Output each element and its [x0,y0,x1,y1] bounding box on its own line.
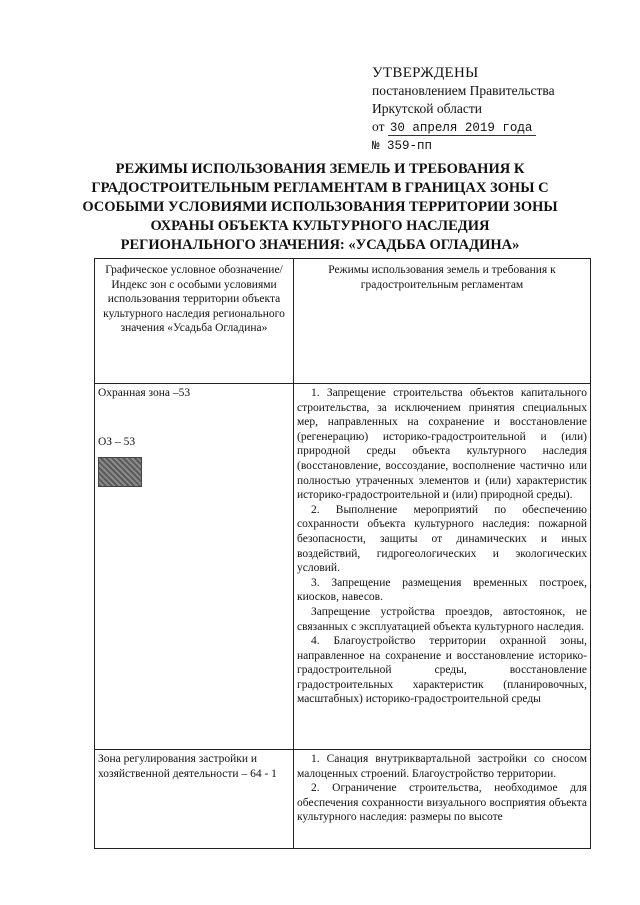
approval-line-2: Иркутской области [372,101,483,116]
regime-item: 1. Санация внутриквартальной застройки со сносом малоценных строений. Благоустройство территории. [297,753,587,780]
regimes-cell [294,384,591,750]
table-row [95,384,591,750]
header-col-zone: Графическое условное обозначение/Индекс зон с особыми условиями использования территории объекта культурного наследия регионального значения «Усадьба Огладина» [95,259,294,384]
document-title [70,160,570,255]
regime-item: 4. Благоустройство территории охранной зоны, направленное на сохранение и восстановление историко-градостроительной среды, восстановление градостроительных характеристик (планировочных, масштабных) историко-градостроительной среды [297,635,587,706]
title-line: ОСОБЫМИ УСЛОВИЯМИ ИСПОЛЬЗОВАНИЯ ТЕРРИТОРИИ ЗОНЫ [82,199,558,215]
approval-date-line [372,118,612,137]
regime-item: Запрещение устройства проездов, автостоянок, не связанных с эксплуатацией объекта культурного наследия. [297,605,587,633]
zone-cell [95,384,294,750]
regimes-cell [294,750,591,849]
approval-date: 30 апреля 2019 года [388,121,537,136]
zone-name: Зона регулирования застройки и хозяйственной деятельности – 64 - 1 [98,753,277,780]
title-line: РЕГИОНАЛЬНОГО ЗНАЧЕНИЯ: «УСАДЬБА ОГЛАДИНА» [120,237,520,253]
regime-item: 2. Ограничение строительства, необходимое для обеспечения сохранности визуального восприятия объекта культурного наследия: размеры по высоте [297,782,587,824]
title-line: РЕЖИМЫ ИСПОЛЬЗОВАНИЯ ЗЕМЕЛЬ И ТРЕБОВАНИЯ К [115,161,525,177]
approval-date-prefix: от [372,119,385,134]
table-row [95,750,591,849]
table-header-row [95,259,591,384]
title-line: ОХРАНЫ ОБЪЕКТА КУЛЬТУРНОГО НАСЛЕДИЯ [150,218,490,234]
zone-cell [95,750,294,849]
approval-heading: УТВЕРЖДЕНЫ [372,65,479,81]
title-line: ГРАДОСТРОИТЕЛЬНЫМ РЕГЛАМЕНТАМ В ГРАНИЦАХ ЗОНЫ С [91,180,549,196]
header-col-regimes: Режимы использования земель и требования к градостроительным регламентам [294,259,591,384]
regime-item: 2. Выполнение мероприятий по обеспечению сохранности объекта культурного наследия: пожарной безопасности, защиты от динамических и иных воздействий, гидрогеологических и экологических условий. [297,503,587,575]
regimes-table [94,258,591,849]
regime-item: 3. Запрещение размещения временных построек, киосков, навесов. [297,576,587,604]
zone-index: ОЗ – 53 [98,435,136,448]
approval-number: № 359-пп [372,139,433,153]
zone-name: Охранная зона –53 [98,387,191,399]
approval-line-1: постановлением Правительства [372,83,555,98]
regime-item: 1. Запрещение строительства объектов капитального строительства, за исключением принятия специальных мер, направленных на сохранение и восстановление (регенерацию) историко-градостроительной и (или) природной среды объекта культурного наследия (восстановление, воссоздание, восполнение частично или полностью утраченных элементов и (или) характеристик историко-градостроительной и (или) природной среды). [297,387,587,502]
zone-legend-swatch [98,457,142,487]
approval-block [372,64,612,155]
